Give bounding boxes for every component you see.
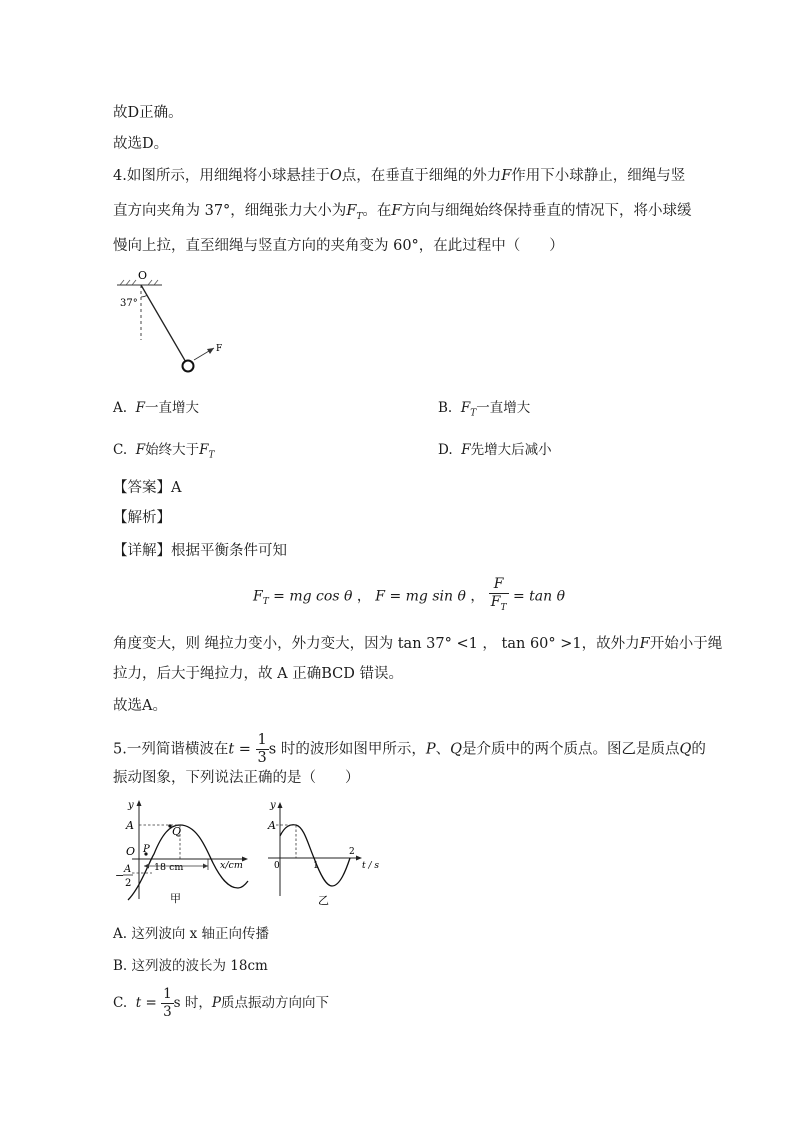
q5-option-c[interactable]: C. t = $\frac{1}{3}$ s 时，P质点振动方向向下 (113, 986, 329, 1020)
q4-stem-line2: 直方向夹角为 37°，细绳张力大小为$F_T$。在F方向与细绳始终保持垂直的情况下，将小球缓 (113, 203, 692, 222)
waveform-yi (280, 825, 350, 886)
q4-option-b[interactable]: B. $F_T$一直增大 (438, 400, 531, 419)
q4-option-a[interactable]: A. F一直增大 (113, 400, 200, 416)
label-one: 1 (313, 861, 319, 871)
label-x-cm: x/cm (220, 860, 243, 871)
q4-stem-line1: 4.如图所示，用细绳将小球悬挂于O点，在垂直于细绳的外力F作用下小球静止，细绳与竖 (113, 168, 686, 184)
caption-jia: 甲 (170, 892, 181, 905)
q4-detail: 【详解】根据平衡条件可知 (113, 543, 287, 559)
q4-answer: 【答案】A (113, 480, 182, 496)
q5-optc-fraction: $\frac{1}{3}$ (163, 986, 172, 1020)
q4-option-d[interactable]: D. F先增大后减小 (438, 442, 552, 458)
q5-wave-figure-jia (112, 796, 252, 906)
prev-conclusion: 故D正确。 (113, 105, 183, 121)
q4-conclusion: 故选A。 (113, 698, 167, 714)
q4-pendulum-figure (112, 268, 242, 378)
caption-yi: 乙 (318, 894, 329, 906)
ball (183, 361, 194, 372)
label-A: A (268, 819, 276, 832)
prev-choice: 故选D。 (113, 136, 169, 152)
label-F: F (216, 344, 223, 354)
q4-explanation-line2: 拉力，后大于绳拉力，故 A 正确BCD 错误。 (113, 666, 403, 682)
q5-time-fraction: $\frac{1}{3}$ (257, 732, 267, 766)
label-A-half-den: 2 (125, 878, 132, 889)
q4-explanation-line1: 角度变大，则 绳拉力变小，外力变大，因为 tan 37° <1 ， tan 60° >1，故外力F开始小于绳 (113, 636, 723, 652)
q4-option-c[interactable]: C. F始终大于$F_T$ (113, 442, 215, 461)
q4-fraction: $\frac{F}{F_T}$ (490, 576, 507, 613)
q4-analysis-tag: 【解析】 (113, 510, 171, 526)
q4-formula: $F_T$ = mg cos θ ， F = mg sin θ ， $\frac{F}{F_T}$ = tan θ (253, 576, 565, 617)
label-y: y (270, 800, 276, 811)
label-O: O (126, 845, 136, 858)
label-angle: 37° (120, 298, 138, 309)
label-A-half-num: A (124, 864, 132, 875)
q5-vibration-figure-yi (258, 796, 388, 906)
q5-stem-line1: 5.一列简谐横波在t = $\frac{1}{3}$ s 时的波形如图甲所示，P、Q是介质中的两个质点。图乙是质点Q的 (113, 732, 706, 766)
label-zero: 0 (274, 861, 280, 871)
label-O: O (138, 269, 148, 282)
label-t-s: t / s (362, 861, 379, 871)
label-Q: Q (172, 825, 182, 838)
q5-option-a[interactable]: A. 这列波向 x 轴正向传播 (113, 926, 270, 942)
label-18cm: 18 cm (154, 862, 184, 873)
label-y: y (128, 800, 134, 811)
q5-option-b[interactable]: B. 这列波的波长为 18cm (113, 958, 268, 974)
q5-stem-line2: 振动图象，下列说法正确的是（ ） (113, 770, 360, 786)
label-minus: − (115, 869, 125, 882)
label-A: A (126, 819, 134, 832)
label-two: 2 (349, 847, 355, 857)
q4-stem-line3: 慢向上拉，直至细绳与竖直方向的夹角变为 60°，在此过程中（ ） (113, 238, 564, 254)
label-P: P (143, 844, 150, 855)
rope (141, 285, 187, 364)
